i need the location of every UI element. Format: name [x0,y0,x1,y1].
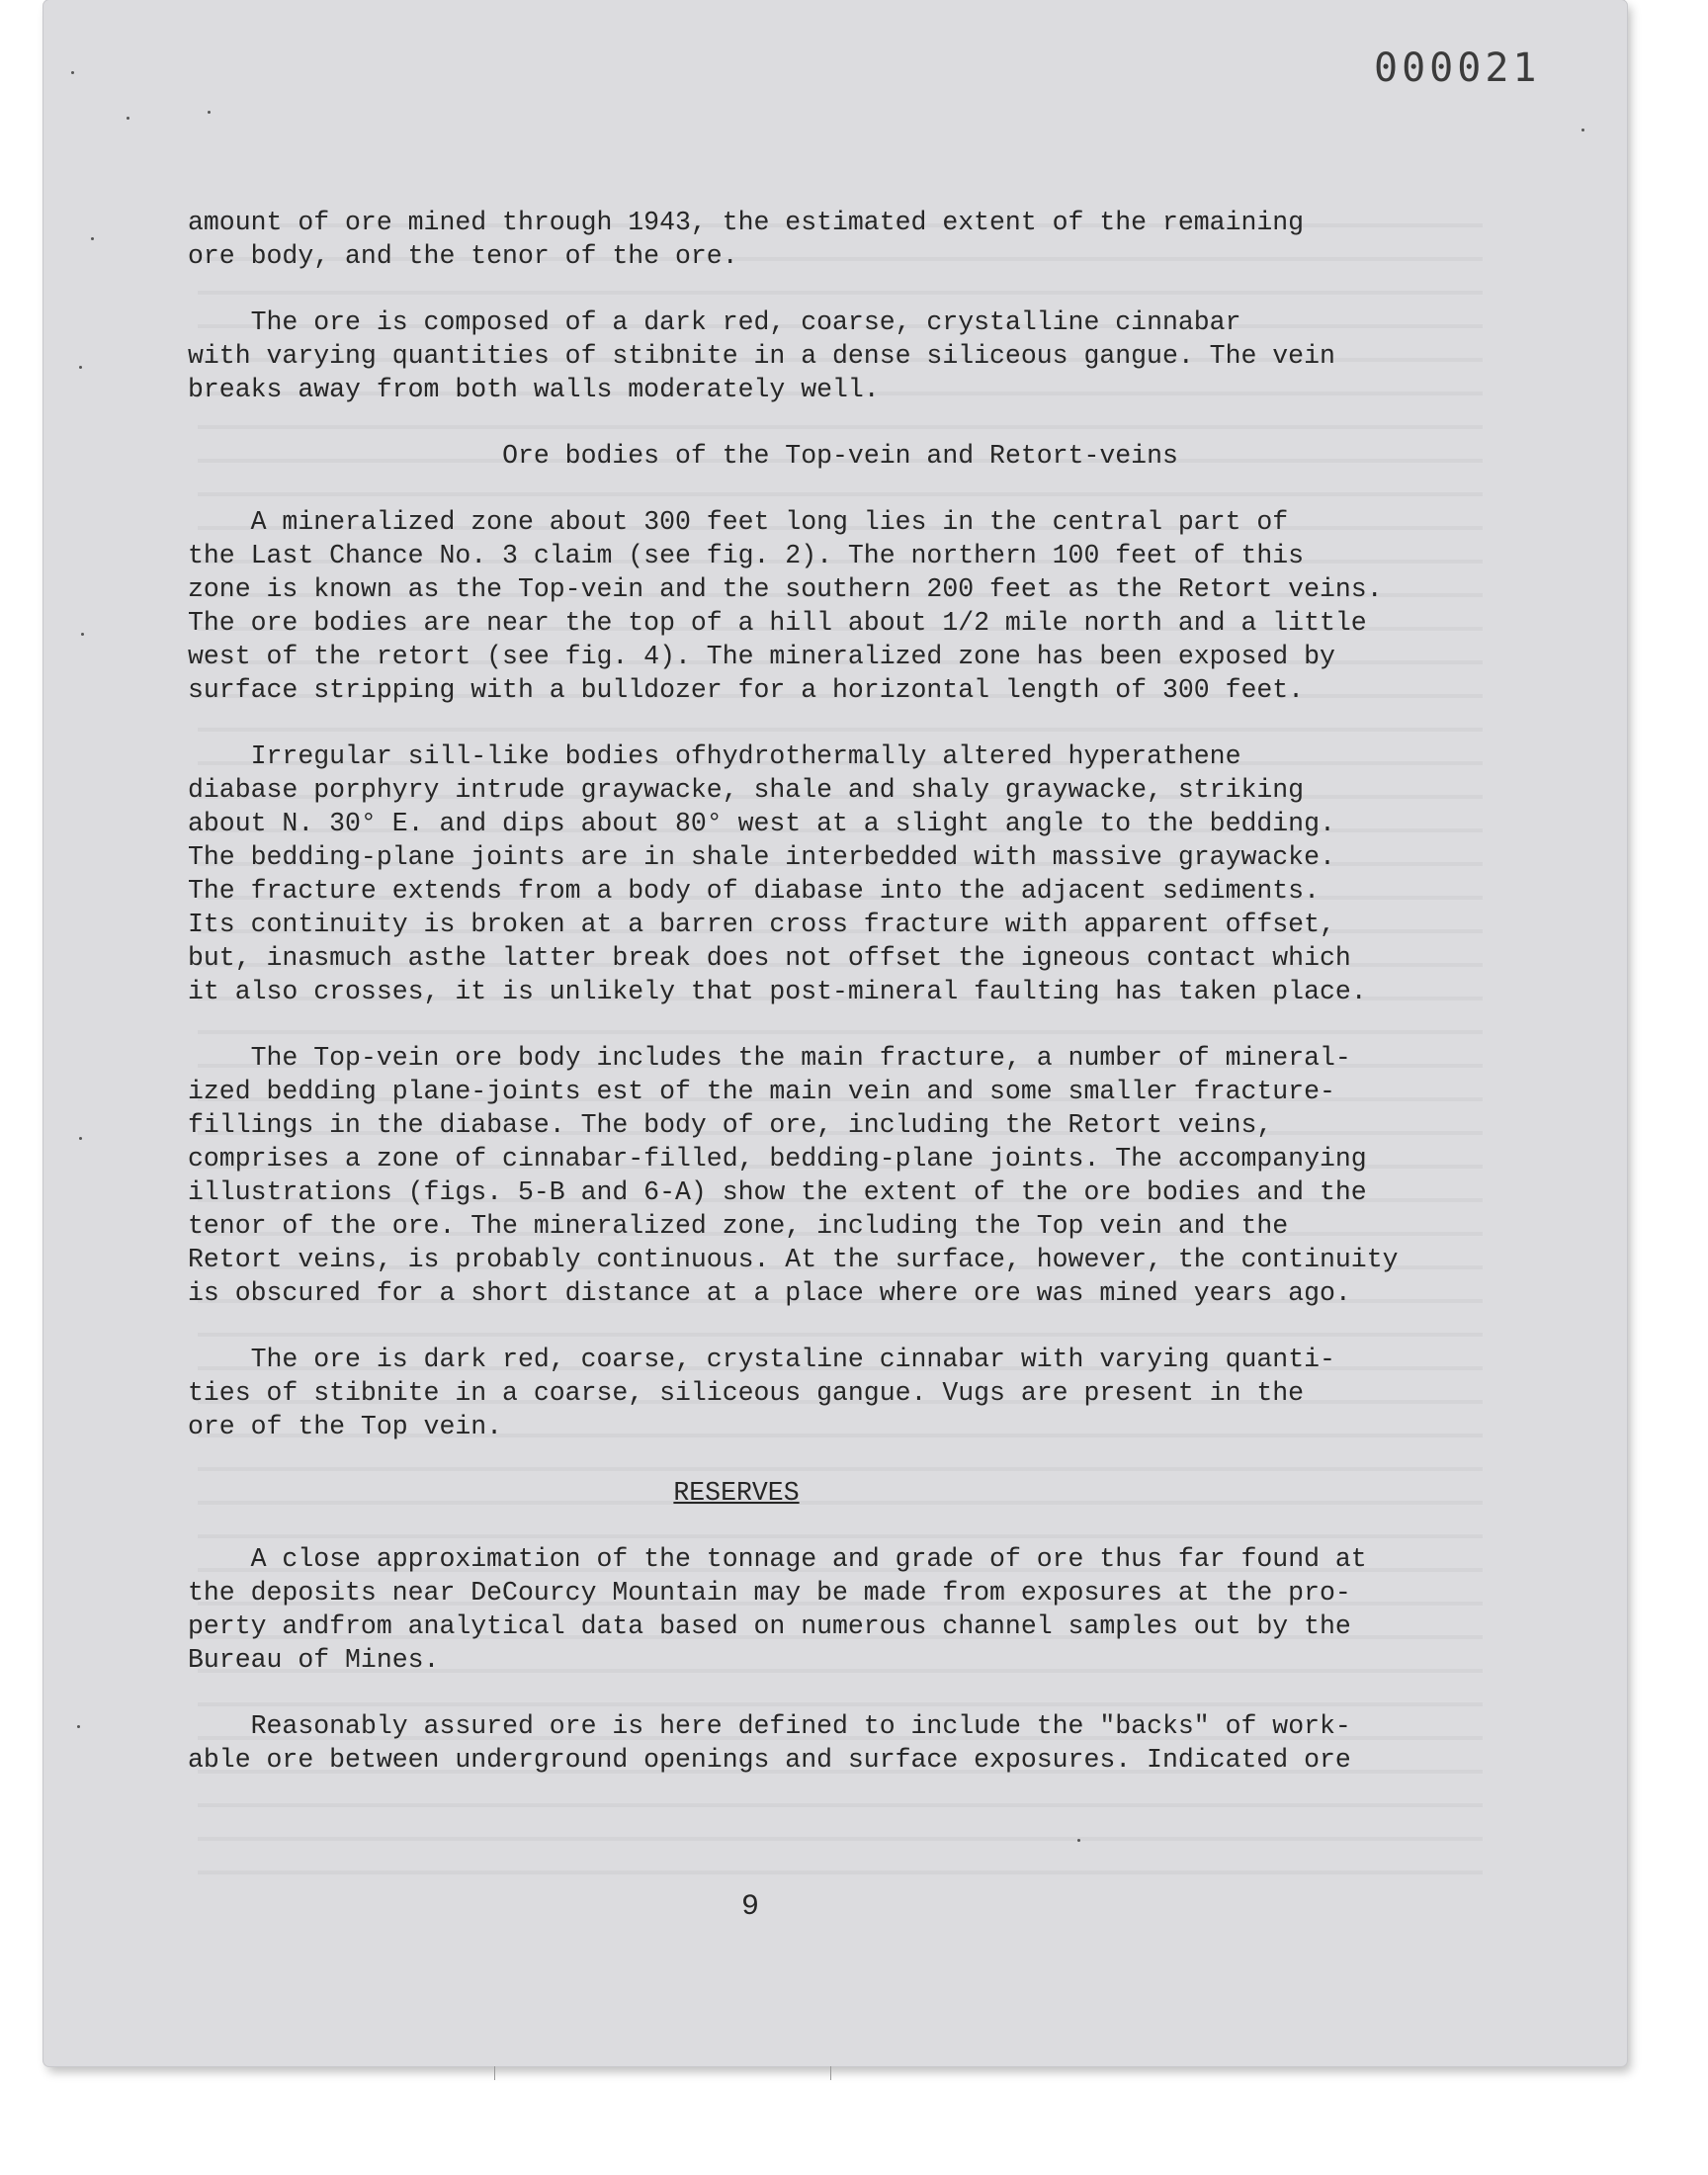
paragraph: Reasonably assured ore is here defined to include the "backs" of work- able ore between underground openings and surface exposures. Indicated ore [188,1711,1351,1775]
scan-speck [1077,1839,1080,1842]
scan-speck [81,633,84,636]
scan-speck [127,117,129,120]
paragraph: A mineralized zone about 300 feet long lies in the central part of the Last Chance No. 3 claim (see fig. 2). The northern 100 feet of this zone is known as the Top-vein and the southern 200 feet as the Retort veins. The ore bodies are near the top of a hill about 1/2 mile north and a little west of the retort (see fig. 4). The mineralized zone has been exposed by surface stripping with a bulldozer for a horizontal length of 300 feet. [188,507,1383,705]
paragraph: The ore is dark red, coarse, crystaline cinnabar with varying quanti- ties of stibnite in a coarse, siliceous gangue. Vugs are present in the ore of the Top vein. [188,1345,1335,1441]
paragraph: A close approximation of the tonnage and grade of ore thus far found at the deposits near DeCourcy Mountain may be made from exposures at the pro- perty andfrom analytical data based on numerous channel samples out by the Bureau of Mines. [188,1544,1367,1675]
paragraph: Irregular sill-like bodies ofhydrothermally altered hyperathene diabase porphyry intrude graywacke, shale and shaly graywacke, striking about N. 30° E. and dips about 80° west at a slight angle to the bedding. The bedding-plane joints are in shale interbedded with massive graywacke. The fracture extends from a body of diabase into the adjacent sediments. Its continuity is broken at a barren cross fracture with apparent offset, but, inasmuch asthe latter break does not offset the igneous contact which it also crosses, it is unlikely that post-mineral faulting has taken place. [188,741,1367,1006]
scan-mark [494,2066,495,2080]
page-number: 9 [741,1890,760,1924]
section-title: RESERVES [673,1478,800,1508]
paragraph: amount of ore mined through 1943, the estimated extent of the remaining ore body, and the tenor of the ore. [188,208,1305,271]
scan-speck [1581,129,1584,131]
scan-speck [79,366,82,369]
scan-speck [208,111,211,114]
paragraph: The Top-vein ore body includes the main fracture, a number of mineral- ized bedding plane-joints est of the main vein and some smaller fracture- fillings in the diabase. The body of ore, including the Retort veins, comprises a zone of cinnabar-filled, bedding-plane joints. The accompanying illustrations (figs. 5-B and 6-A) show the extent of the ore bodies and the tenor of the ore. The mineralized zone, including the Top vein and the Retort veins, is probably continuous. At the surface, however, the continuity is obscured for a short distance at a place where ore was mined years ago. [188,1043,1399,1308]
scan-mark [830,2066,831,2080]
paragraph: The ore is composed of a dark red, coarse, crystalline cinnabar with varying quantities of stibnite in a dense siliceous gangue. The vein breaks away from both walls moderately well. [188,307,1335,404]
document-body [188,206,1493,1809]
scan-speck [77,1725,80,1728]
scan-speck [91,237,94,240]
stamp-number: 000021 [1374,45,1541,91]
subsection-heading: Ore bodies of the Top-vein and Retort-veins [188,441,1178,471]
scan-speck [71,71,74,74]
scan-speck [79,1137,82,1140]
